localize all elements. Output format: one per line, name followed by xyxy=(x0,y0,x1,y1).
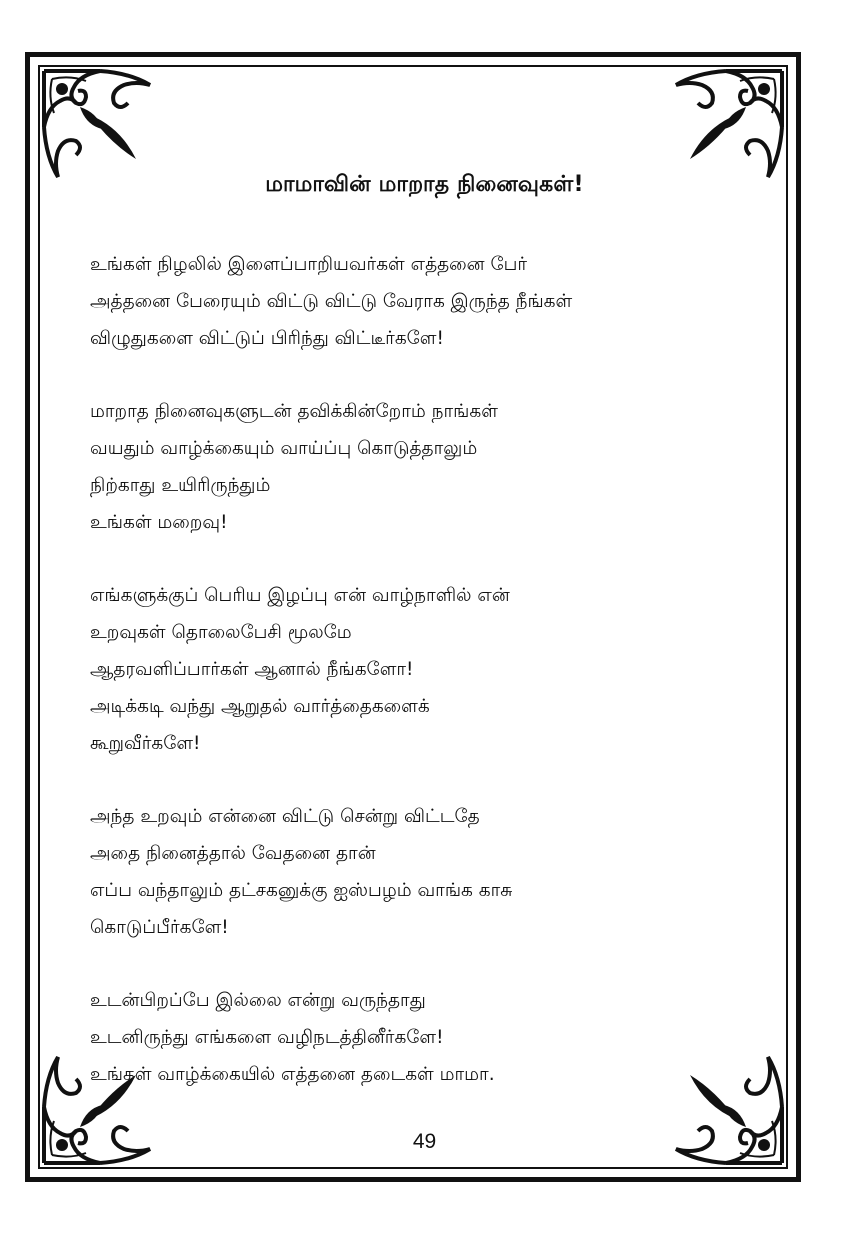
poem-line: அத்தனை பேரையும் விட்டு விட்டு வேராக இருந்த நீங்கள் xyxy=(90,291,573,312)
poem-line: மாறாத நினைவுகளுடன் தவிக்கின்றோம் நாங்கள் xyxy=(90,401,498,422)
poem-line: உடனிருந்து எங்களை வழிநடத்தினீர்களே! xyxy=(90,1027,444,1048)
poem-line: அந்த உறவும் என்னை விட்டு சென்று விட்டதே xyxy=(90,806,480,827)
stanza xyxy=(90,577,730,762)
stanza xyxy=(90,798,730,946)
poem-line: உங்கள் மறைவு! xyxy=(90,512,228,533)
poem-body xyxy=(90,246,730,1129)
poem-line: அடிக்கடி வந்து ஆறுதல் வார்த்தைகளைக் xyxy=(90,696,430,717)
poem-line: உடன்பிறப்பே இல்லை என்று வருந்தாது xyxy=(90,990,426,1011)
stanza xyxy=(90,982,730,1093)
stanza xyxy=(90,393,730,541)
poem-line: உறவுகள் தொலைபேசி மூலமே xyxy=(90,622,352,643)
stanza xyxy=(90,246,730,357)
poem-line: உங்கள் வாழ்க்கையில் எத்தனை தடைகள் மாமா. xyxy=(90,1064,495,1085)
poem-line: ஆதரவளிப்பார்கள் ஆனால் நீங்களோ! xyxy=(90,659,414,680)
poem-line: விழுதுகளை விட்டுப் பிரிந்து விட்டீர்களே! xyxy=(90,328,444,349)
poem-line: எப்ப வந்தாலும் தட்சகனுக்கு ஐஸ்பழம் வாங்க காசு xyxy=(90,880,513,901)
poem-line: உங்கள் நிழலில் இளைப்பாறியவர்கள் எத்தனை பேர் xyxy=(90,254,528,275)
poem-line: வயதும் வாழ்க்கையும் வாய்ப்பு கொடுத்தாலும் xyxy=(90,438,478,459)
poem-line: எங்களுக்குப் பெரிய இழப்பு என் வாழ்நாளில் என் xyxy=(90,585,510,606)
poem-line: கொடுப்பீர்களே! xyxy=(90,917,229,938)
poem-line: நிற்காது உயிரிருந்தும் xyxy=(90,475,271,496)
page-number: 49 xyxy=(412,1130,437,1153)
poem-line: அதை நினைத்தால் வேதனை தான் xyxy=(90,843,376,864)
poem-line: கூறுவீர்களே! xyxy=(90,733,201,754)
poem-title: மாமாவின் மாறாத நினைவுகள்! xyxy=(265,172,584,197)
